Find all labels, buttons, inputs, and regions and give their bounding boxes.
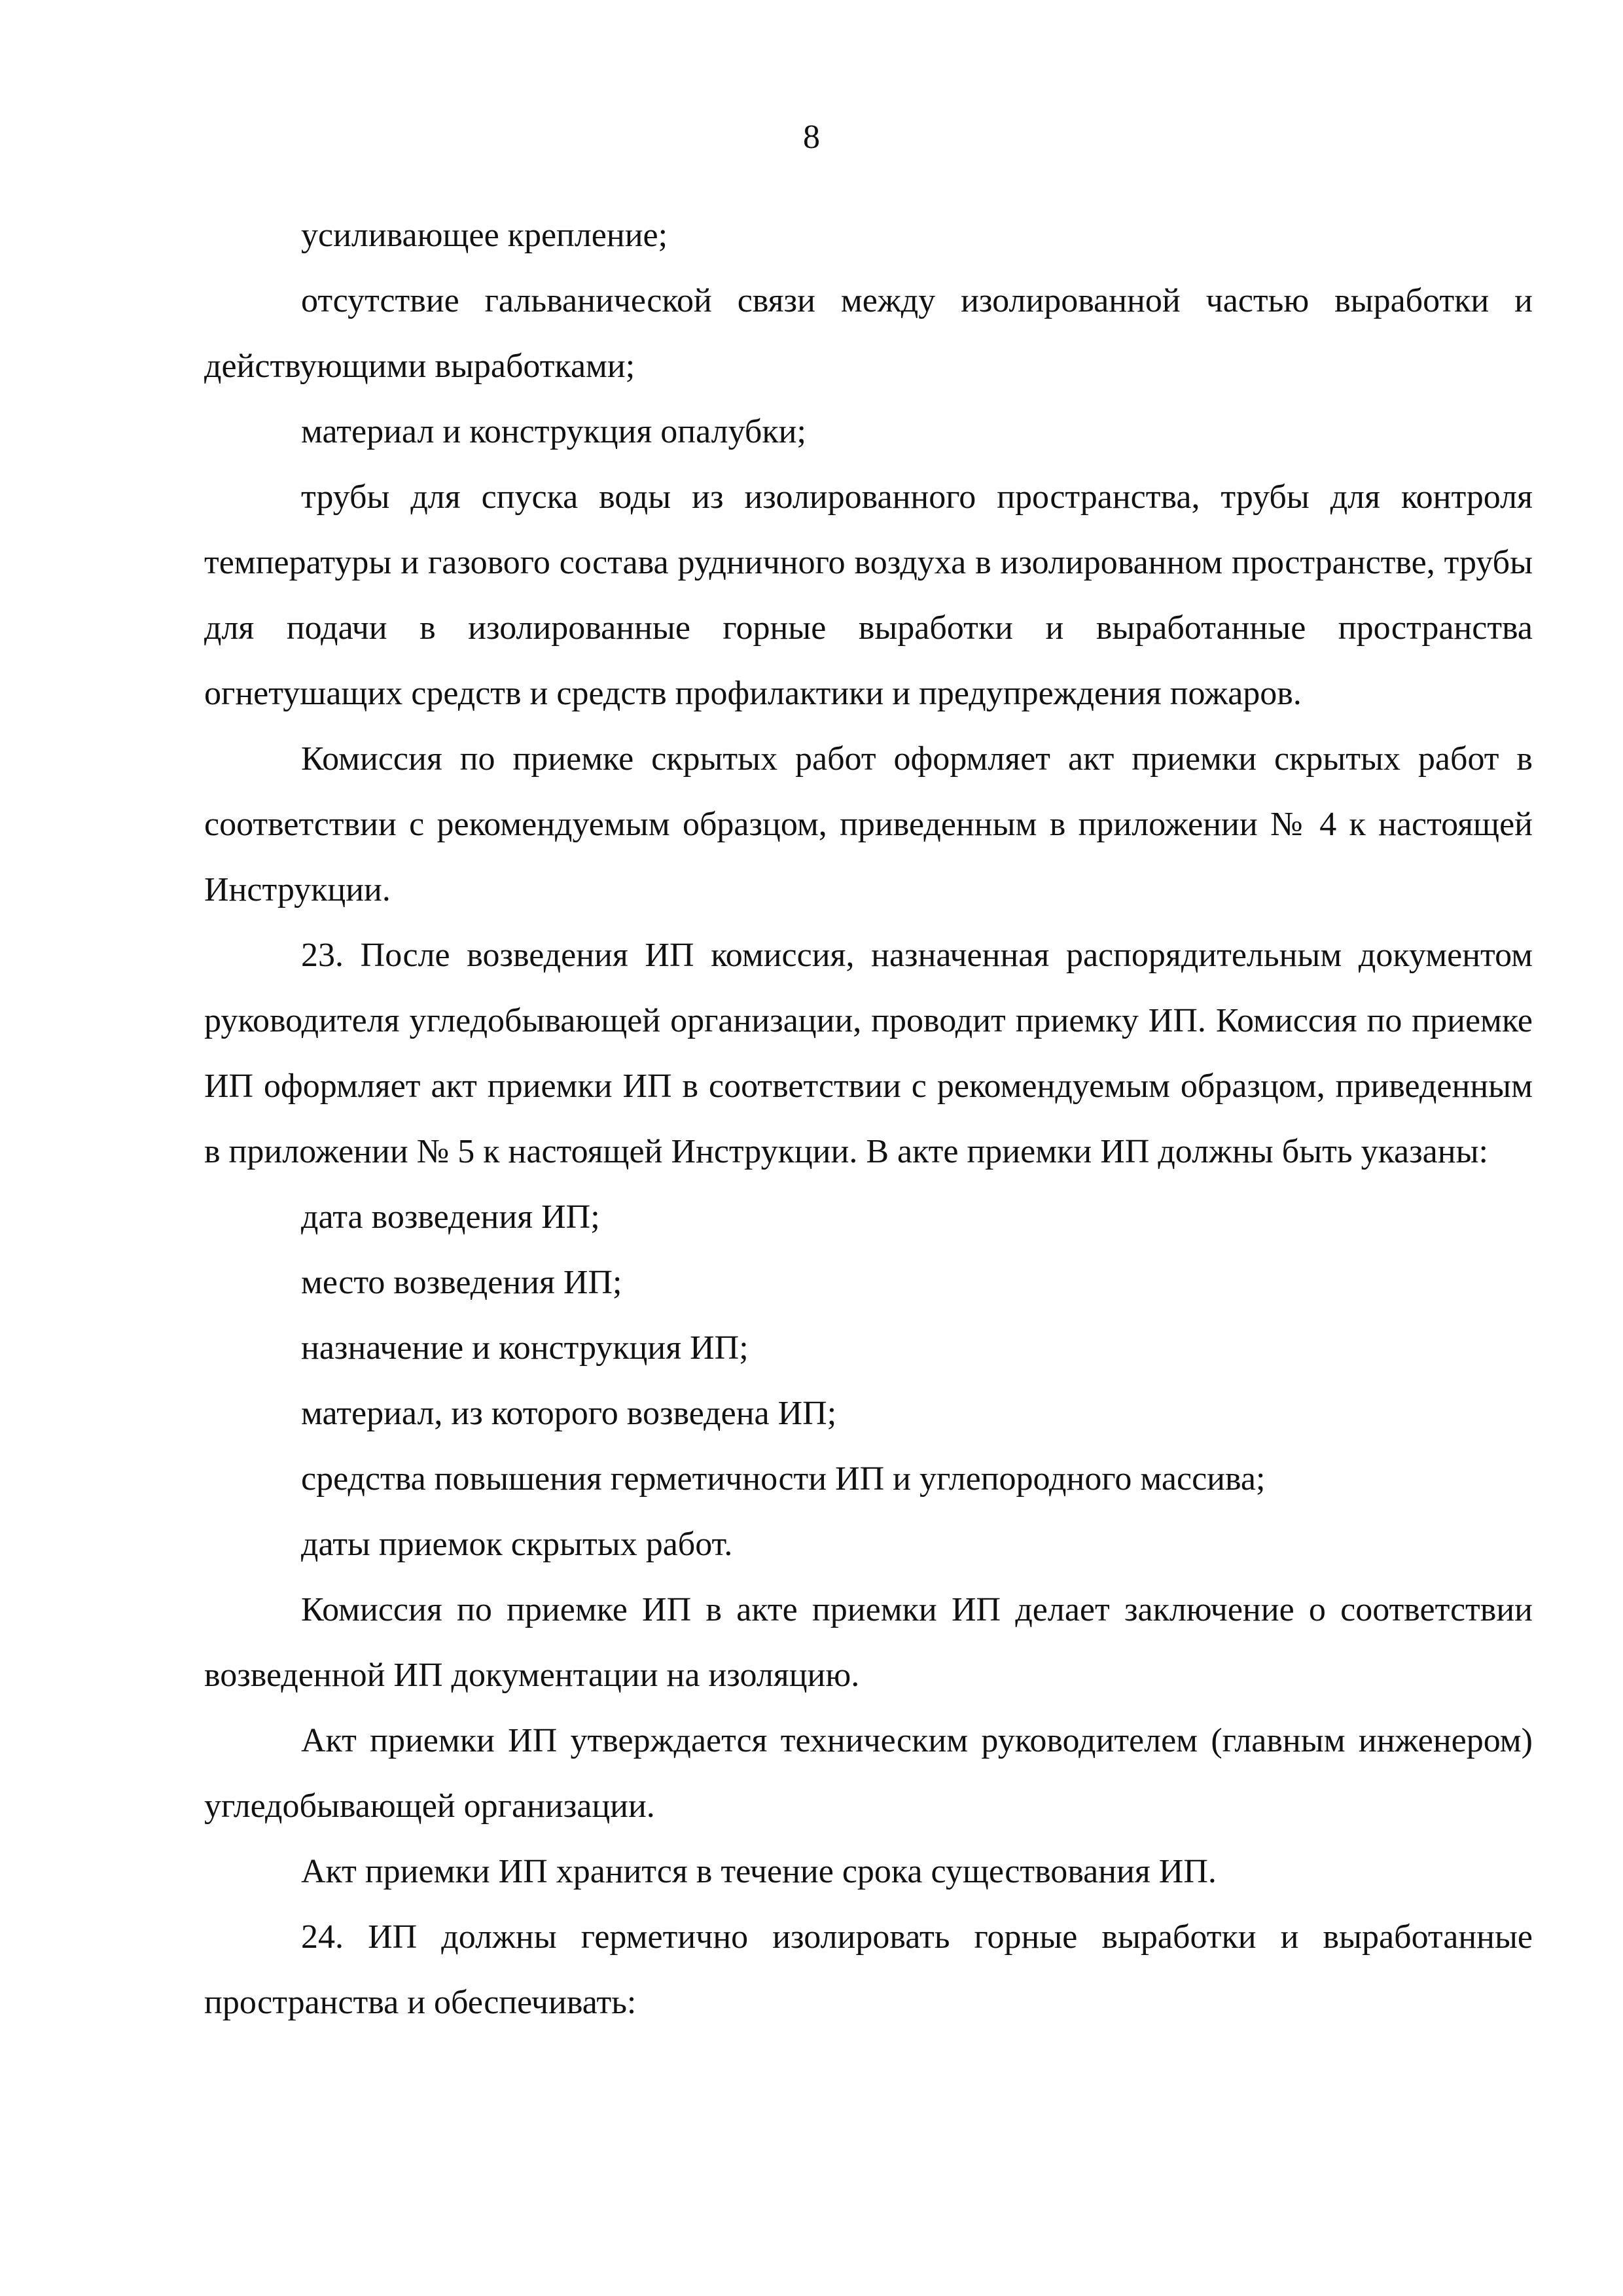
- paragraph-commission-conclusion: Комиссия по приемке ИП в акте приемки ИП делает заключение о соответствии возведенной ИП документации на изоляцию.: [204, 1591, 1533, 1694]
- paragraph-hidden-works-commission: Комиссия по приемке скрытых работ оформляет акт приемки скрытых работ в соответствии с рекомендуемым образцом, приведенным в приложении № 4 к настоящей Инструкции.: [204, 740, 1533, 908]
- document-body: [204, 203, 1533, 2036]
- list-item-acceptance-dates: даты приемок скрытых работ.: [301, 1526, 733, 1563]
- list-item-pipes: трубы для спуска воды из изолированного пространства, трубы для контроля температуры и газового состава рудничного воздуха в изолированном пространстве, трубы для подачи в изолированные горные выработки и выработанные пространства огнетушащих средств и средств профилактики и предупреждения пожаров.: [204, 478, 1533, 712]
- list-item-reinforcing-support: усиливающее крепление;: [301, 217, 668, 254]
- list-item-formwork: материал и конструкция опалубки;: [301, 413, 806, 450]
- page-number: 8: [803, 118, 820, 156]
- list-item-construction-date: дата возведения ИП;: [301, 1198, 600, 1236]
- list-item-sealing-means: средства повышения герметичности ИП и углепородного массива;: [301, 1460, 1266, 1498]
- paragraph-act-approval: Акт приемки ИП утверждается техническим руководителем (главным инженером) угледобывающей организации.: [204, 1722, 1533, 1825]
- paragraph-act-storage: Акт приемки ИП хранится в течение срока существования ИП.: [301, 1853, 1217, 1890]
- list-item-construction-place: место возведения ИП;: [301, 1264, 622, 1301]
- list-item-galvanic-isolation: отсутствие гальванической связи между изолированной частью выработки и действующими выработками;: [204, 282, 1533, 385]
- paragraph-clause-23: 23. После возведения ИП комиссия, назначенная распорядительным документом руководителя угледобывающей организации, проводит приемку ИП. Комиссия по приемке ИП оформляет акт приемки ИП в соответствии с рекомендуемым образцом, приведенным в приложении № 5 к настоящей Инструкции. В акте приемки ИП должны быть указаны:: [204, 937, 1533, 1170]
- list-item-material: материал, из которого возведена ИП;: [301, 1395, 837, 1432]
- list-item-purpose-design: назначение и конструкция ИП;: [301, 1329, 749, 1367]
- paragraph-clause-24: 24. ИП должны герметично изолировать горные выработки и выработанные пространства и обеспечивать:: [204, 1918, 1533, 2021]
